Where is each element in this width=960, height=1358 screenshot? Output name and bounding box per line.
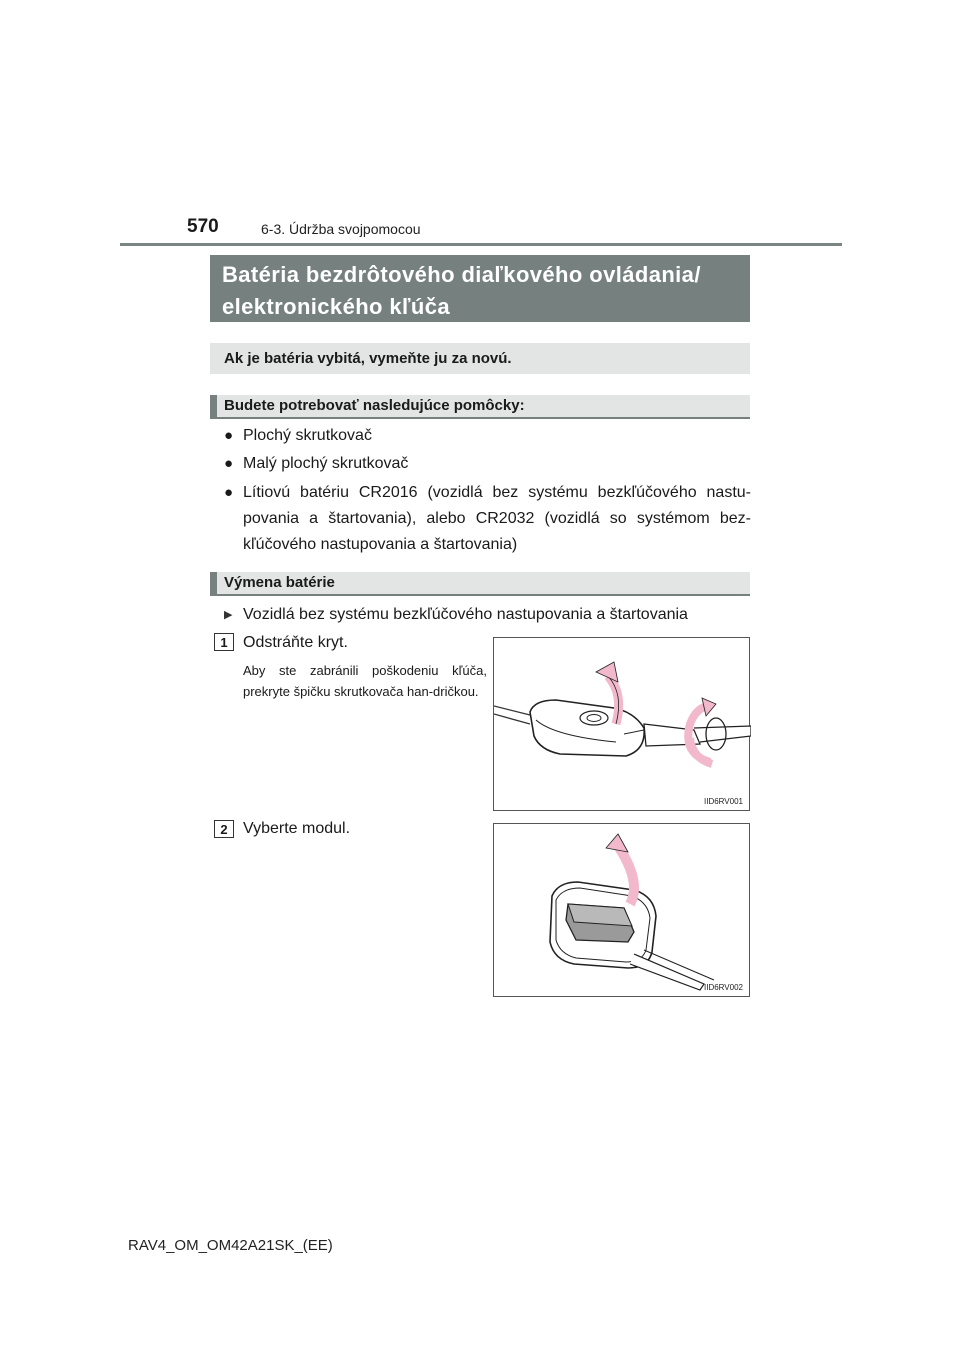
- list-item-text: Plochý skrutkovač: [243, 427, 372, 444]
- list-item-text: Malý plochý skrutkovač: [243, 455, 409, 472]
- figure-code: IID6RV002: [704, 983, 743, 992]
- bullet-icon: ●: [224, 427, 234, 444]
- step-text: Odstráňte kryt.: [243, 634, 348, 651]
- step-number: 2: [214, 820, 234, 838]
- key-cover-removal-illustration: [493, 637, 750, 811]
- step-number: 1: [214, 633, 234, 651]
- section-label: 6-3. Údržba svojpomocou: [261, 221, 421, 237]
- list-item-text: Lítiovú batériu CR2016 (vozidlá bez systému bezkľúčového nastu-povania a štartovania), alebo CR2032 (vozidlá so systémom bez-kľúčového nastupovania a štartovania): [243, 484, 751, 553]
- intro-statement: Ak je batéria vybitá, vymeňte ju za novú.: [210, 343, 750, 374]
- tools-heading: Budete potrebovať nasledujúce pomôcky:: [210, 395, 750, 419]
- key-module-removal-illustration: [493, 823, 750, 997]
- page-number: 570: [187, 216, 219, 237]
- step-note: Aby ste zabránili poškodeniu kľúča, prekryte špičku skrutkovača han-dričkou.: [243, 663, 487, 699]
- replacement-heading: Výmena batérie: [210, 572, 750, 596]
- page-title-line-1: Batéria bezdrôtového diaľkového ovládania/: [222, 262, 701, 287]
- document-code-footer: RAV4_OM_OM42A21SK_(EE): [128, 1237, 333, 1254]
- vehicle-condition-text: Vozidlá bez systému bezkľúčového nastupovania a štartovania: [243, 606, 688, 623]
- step-text: Vyberte modul.: [243, 820, 351, 837]
- figure-code: IID6RV001: [704, 797, 743, 806]
- arrow-right-icon: ▶: [224, 609, 233, 621]
- bullet-icon: ●: [224, 455, 234, 472]
- page-title: [210, 255, 750, 322]
- bullet-icon: ●: [224, 484, 234, 501]
- page-title-line-2: elektronického kľúča: [222, 294, 451, 319]
- header-rule: [120, 243, 842, 246]
